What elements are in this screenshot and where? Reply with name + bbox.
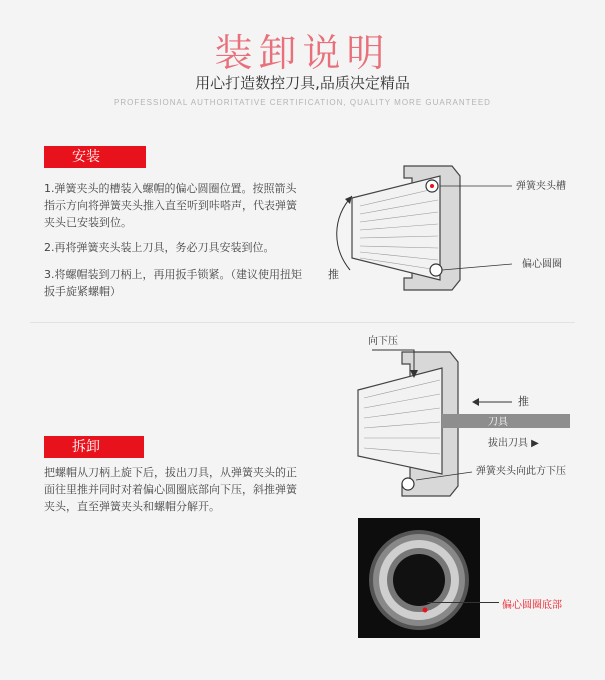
bore [393,554,445,606]
remove-text: 把螺帽从刀柄上旋下后，拔出刀具，从弹簧夹头的正面往里推并同时对着偏心圆圈底部向下压，斜推弹簧夹头，直至弹簧夹头和螺帽分解开。 [44,466,297,513]
pull-out-label: 拔出刀具 ▶ [488,438,539,449]
install-step-1: 1.弹簧夹头的槽装入螺帽的偏心圆圈位置。按照箭头指示方向将弹簧夹头推入直至听到咔嗒声，代表弹簧夹头已安装到位。 [44,182,297,229]
page-title: 装卸说明 [214,31,391,75]
install-step-2: 2.再将弹簧夹头装上刀具，务必刀具安装到位。 [44,241,275,254]
ring-bottom-label: 偏心圆圈底部 [502,600,562,611]
press-down-label: 向下压 [368,336,398,347]
nut-photo [358,518,480,638]
collet-body-2 [358,368,442,474]
push-arrowhead-2 [472,398,479,406]
collet-press-label: 弹簧夹头向此方下压 [476,466,566,477]
groove-mark [430,184,434,188]
groove-label: 弹簧夹头槽 [516,181,566,192]
eccentric-label: 偏心圆圈 [522,259,562,270]
push-arc [337,196,352,270]
english-tagline: PROFESSIONAL AUTHORITATIVE CERTIFICATION, QUALITY MORE GUARANTEED [114,98,491,107]
remove-diagram [312,328,597,508]
tool-label: 刀具 [488,417,508,428]
push-label: 推 [328,268,339,281]
section-divider [30,322,575,323]
bottom-ring [402,478,414,490]
eccentric-circle [430,264,442,276]
install-step-3: 3.将螺帽装到刀柄上，再用扳手锁紧。（建议使用扭矩扳手旋紧螺帽） [44,268,302,298]
collet-body [352,176,440,280]
ring-bottom-leader [427,602,499,603]
page-subtitle: 用心打造数控刀具,品质决定精品 [195,74,410,92]
remove-tag: 拆卸 [44,436,144,458]
push-label-2: 推 [518,395,529,408]
ring-bottom-dot [423,608,428,613]
install-diagram [312,148,597,308]
install-tag: 安装 [44,146,146,168]
nut-photo-graphic [358,518,480,638]
